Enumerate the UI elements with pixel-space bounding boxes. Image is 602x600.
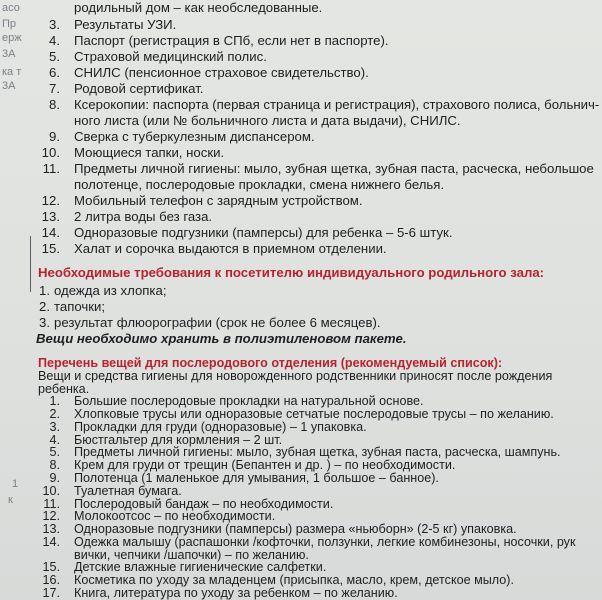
- list-item: 4. Бюстгальтер для кормления – 2 шт.: [49, 433, 283, 447]
- list-item: 14. Одноразовые подгузники (памперсы) для ребенка – 5-6 штук.: [41, 225, 453, 240]
- list-item: 8. Крем для груди от трещин (Бепантен и др. ) – по необходимости.: [49, 458, 456, 472]
- section-heading: Необходимые требования к посетителю индивидуального родильного зала:: [38, 265, 545, 280]
- list-item: 12. Мобильный телефон с зарядным устройством.: [41, 193, 363, 208]
- list-item: 14. Одежка малышу (распашонки /кофточки, ползунки, легкие комбинезоны, носочки, рук: [42, 535, 576, 549]
- list-item: 10. Моющиеся тапки, носки.: [41, 145, 225, 160]
- list-item: 10. Туалетная бумага.: [42, 484, 182, 498]
- list-item: 17. Книга, литература по уходу за ребенком – по желанию.: [42, 586, 398, 600]
- list-item: 15. Детские влажные гигиенические салфетки.: [42, 560, 327, 574]
- side-fragment: ерж: [2, 32, 22, 44]
- list-item: 1. Большие послеродовые прокладки на натуральной основе.: [49, 394, 424, 408]
- list-item: 8. Ксерокопии: паспорта (первая страница и регистрация), страхового полиса, больнич-: [49, 97, 600, 112]
- list-item-continuation: полотенце, послеродовые прокладки, смена нижнего белья.: [74, 177, 445, 192]
- list-item: 15. Халат и сорочка выдаются в приемном отделении.: [41, 241, 387, 256]
- side-fragment: асо: [2, 2, 20, 14]
- side-fragment: 3А: [2, 48, 16, 60]
- list-item: 13. 2 литра воды без газа.: [41, 209, 213, 224]
- side-fragment: к: [8, 494, 13, 506]
- section-intro-continuation: ребенка.: [38, 382, 90, 396]
- list-item: 12. Молокоотсос – по необходимости.: [42, 509, 276, 523]
- list-item: 9. Полотенца (1 маленькое для умывания, 1 большое – банное).: [49, 471, 439, 485]
- side-fragment: Пр: [2, 18, 17, 30]
- adjacent-page-edge: [0, 0, 26, 600]
- list-item: 1. одежда из хлопка;: [39, 283, 167, 298]
- list-item: 9. Сверка с туберкулезным диспансером.: [49, 129, 315, 144]
- list-item: 2. Хлопковые трусы или одноразовые сетчатые послеродовые трусы – по желанию.: [49, 407, 554, 421]
- section-heading: Перечень вещей для послеродового отделения (рекомендуемый список):: [38, 356, 503, 370]
- side-fragment: ка т: [2, 66, 22, 78]
- list-item: 16. Косметика по уходу за младенцем (присыпка, масло, крем, детское мыло).: [42, 573, 514, 587]
- storage-note: Вещи необходимо хранить в полиэтиленовом пакете.: [36, 331, 407, 346]
- list-item: 11. Послеродовый бандаж – по необходимости.: [43, 497, 334, 511]
- side-fragment: 3А: [2, 80, 16, 92]
- list-item: 3. Результаты УЗИ.: [49, 17, 177, 32]
- list-item: 4. Паспорт (регистрация в СПб, если нет в паспорте).: [49, 33, 389, 48]
- section-intro: Вещи и средства гигиены для новорожденного родственники приносят после рождения: [38, 369, 553, 383]
- list-item-continuation: вички, чепчики /шапочки) – по желанию.: [74, 548, 309, 562]
- list-item: 11. Предметы личной гигиены: мыло, зубная щетка, зубная паста, расческа, небольшое: [42, 161, 594, 176]
- list-item: 5. Страховой медицинский полис.: [49, 49, 267, 64]
- list-item: 3. Прокладки для груди (одноразовые) – 1 упаковка.: [49, 420, 367, 434]
- list-item: 6. СНИЛС (пенсионное страховое свидетельство).: [49, 65, 369, 80]
- list-item: 3. результат флюорографии (срок не более 6 месяцев).: [39, 315, 381, 330]
- list-item: 5. Предметы личной гигиены: мыло, зубная щетка, зубная паста, расческа, шампунь.: [49, 445, 561, 459]
- side-fragment: 1: [12, 478, 19, 490]
- list-item-continuation: ного листа (или № больничного листа и дата выдачи), СНИЛС.: [74, 113, 461, 128]
- list-item: 13. Одноразовые подгузники (памперсы) размера «ньюборн» (2-5 кг) упаковка.: [42, 522, 517, 536]
- list-item: родильный дом – как необследованные.: [74, 0, 323, 15]
- list-item: 2. тапочки;: [39, 299, 106, 314]
- list-item: 7. Родовой сертификат.: [49, 81, 204, 96]
